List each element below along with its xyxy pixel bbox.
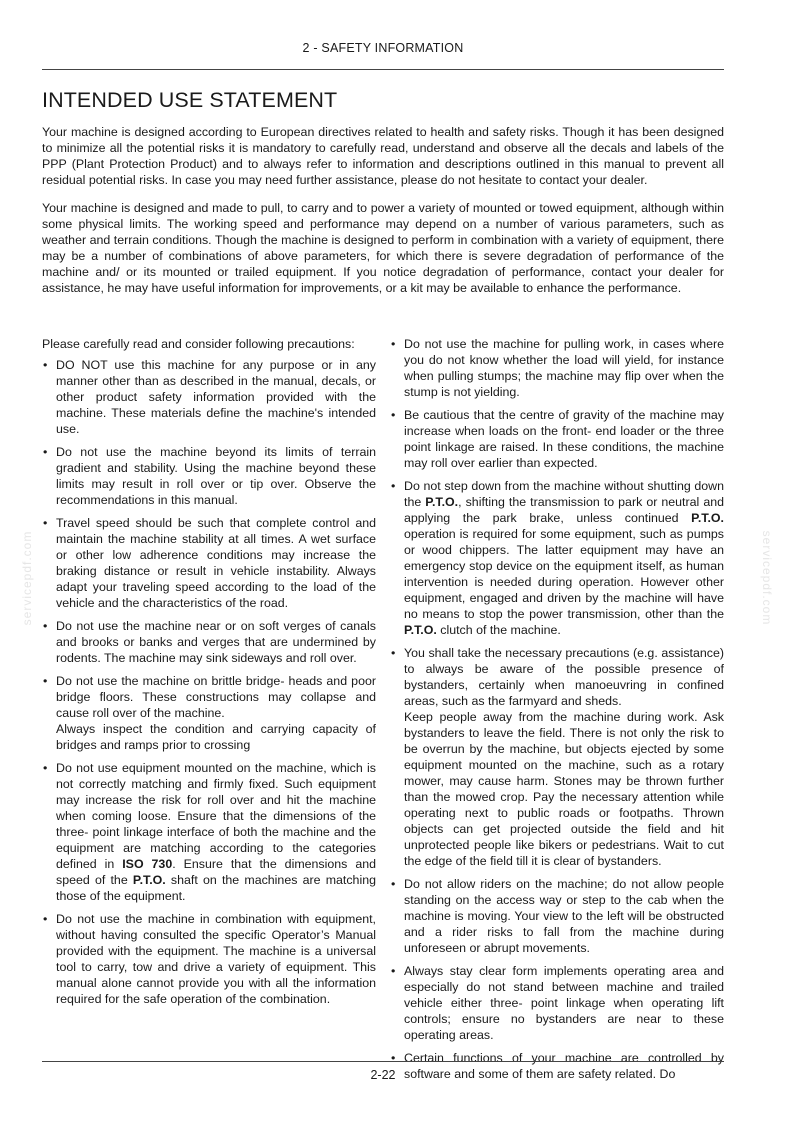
list-item: • Always stay clear form implements operating area and especially do not stand between machine and trailed vehicle either three- point linkage when operating lift controls; ensure no bystanders are near to these operating areas. (390, 963, 724, 1043)
text-run: Do not step down from the machine without shutting down the (404, 479, 724, 509)
precautions-list-right (390, 336, 724, 1082)
list-item: • Do not use the machine beyond its limits of terrain gradient and stability. Using the machine beyond these limits may result in roll over or tip over. Observe the recommendations in this manual. (42, 444, 376, 508)
list-item: • Certain functions of your machine are controlled by software and some of them are safety related. Do (390, 1050, 724, 1082)
intro-paragraph: Your machine is designed and made to pull, to carry and to power a variety of mounted or towed equipment, although within some physical limits. The working speed and performance may depend on a number of various parameters, such as weather and terrain conditions. Though the machine is designed to perform in combination with a variety of equipment, there may be a number of combinations of above parameters, for which there is severe degradation of performance of the machine and/ or its mounted or trailed equipment. If you notice degradation of performance, contact your dealer for assistance, he may have useful information for improvements, or a kit may be available to enhance the performance. (42, 201, 724, 295)
standard-reference: ISO 730 (122, 857, 173, 871)
precautions-lead: Please carefully read and consider following precautions: (42, 337, 355, 351)
watermark-right: servicepdf.com (760, 530, 774, 626)
list-item-text: • Do not use the machine on brittle bridge- heads and poor bridge floors. These constructions may collapse and cause roll over of the machine. (56, 674, 376, 720)
list-item: • Travel speed should be such that complete control and maintain the machine stability at all times. A wet surface or other low adherence conditions may increase the braking distance or result in vehicle instability. Always adapt your traveling speed according to the load of the vehicle and the characteristics of the road. (42, 515, 376, 611)
precautions-list-left (42, 357, 376, 1007)
list-item (390, 478, 724, 638)
list-item: • Do not use the machine for pulling work, in cases where you do not know whether the load will yield, for instance when pulling stumps; the machine may flip over when the stump is not yielding. (390, 336, 724, 400)
text-run: , shifting the transmission to park or neutral and applying the park brake, unless continued (404, 495, 724, 525)
page-number: 2-22 (370, 1068, 396, 1082)
text-run: shaft on the machines are matching those of the equipment. (56, 873, 376, 903)
right-column (390, 336, 724, 1089)
list-item-text: • You shall take the necessary precautions (e.g. assistance) to always be aware of the possible presence of bystanders, certainly when manoeuvring in confined areas, such as the farmyard and sheds. (404, 646, 724, 708)
list-item: • Be cautious that the centre of gravity of the machine may increase when loads on the front- end loader or the three point linkage are raised. In these conditions, the machine may roll over earlier than expected. (390, 407, 724, 471)
running-header: 2 - SAFETY INFORMATION (302, 41, 464, 55)
list-item (42, 760, 376, 904)
text-run: clutch of the machine. (436, 623, 561, 637)
list-item: • Do not use the machine near or on soft verges of canals and brooks or banks and verges that are undermined by rodents. The machine may sink sideways and roll over. (42, 618, 376, 666)
list-item (390, 645, 724, 869)
pto-term: P.T.O. (404, 623, 437, 637)
text-run: Do not use equipment mounted on the machine, which is not correctly matching and firmly fixed. Such equipment may increase the risk for roll over and hit the machine when coming loose. Ensure that the dimensions of the three- point linkage interface of both the machine and the equipment are matching according to the categories defined in (56, 761, 376, 871)
pto-term: P.T.O. (425, 495, 459, 509)
intro-text (42, 124, 724, 308)
page-title: INTENDED USE STATEMENT (42, 88, 338, 112)
list-item (42, 673, 376, 753)
header-rule (42, 69, 724, 70)
pto-term: P.T.O. (132, 873, 166, 887)
text-run: operation is required for some equipment, such as pumps or wood chippers. The latter equipment may have an emergency stop device on the equipment itself, as human intervention is needed during operation. However other equipment, engaged and driven by the machine will have no means to stop the power transmission, other than the (404, 527, 724, 621)
list-item: • DO NOT use this machine for any purpose or in any manner other than as described in the manual, decals, or other product safety information provided with the machine. These materials define the machine's intended use. (42, 357, 376, 437)
text-run: . Ensure that the dimensions and speed of the (56, 857, 376, 887)
list-item: • Do not allow riders on the machine; do not allow people standing on the access way or step to the cab when the machine is moving. Your view to the left will be obstructed and a rider risks to fall from the machine during unforeseen or abrupt movements. (390, 876, 724, 956)
list-item-text: Always inspect the condition and carrying capacity of bridges and ramps prior to crossing (56, 722, 376, 752)
watermark-left: servicepdf.com (20, 530, 34, 626)
footer-rule (42, 1061, 724, 1062)
list-item: • Do not use the machine in combination with equipment, without having consulted the specific Operator’s Manual provided with the equipment. The machine is a universal tool to carry, tow and drive a variety of equipment. This manual alone cannot provide you with all the information required for the safe operation of the combination. (42, 911, 376, 1007)
pto-term: P.T.O. (691, 511, 724, 525)
list-item-text: Keep people away from the machine during work. Ask bystanders to leave the field. There is not only the risk to be overrun by the machine, but objects ejected by some equipment mounted on the machine, such as a rotary mower, may cause harm. Stones may be thrown further than the mowed crop. Pay the necessary attention while operating next to public roads or footpaths. Thrown objects can get projected outside the field and hit unprotected people like bikers or pedestrians. Wait to cut the edge of the field till it is clear of bystanders. (404, 710, 724, 868)
intro-paragraph: Your machine is designed according to European directives related to health and safety risks. Though it has been designed to minimize all the potential risks it is mandatory to carefully read, understand and observe all the decals and labels of the PPP (Plant Protection Product) and to always refer to information and descriptions outlined in this manual to prevent all residual potential risks. In case you may need further assistance, please do not hesitate to contact your dealer. (42, 125, 724, 187)
left-column (42, 336, 376, 1014)
